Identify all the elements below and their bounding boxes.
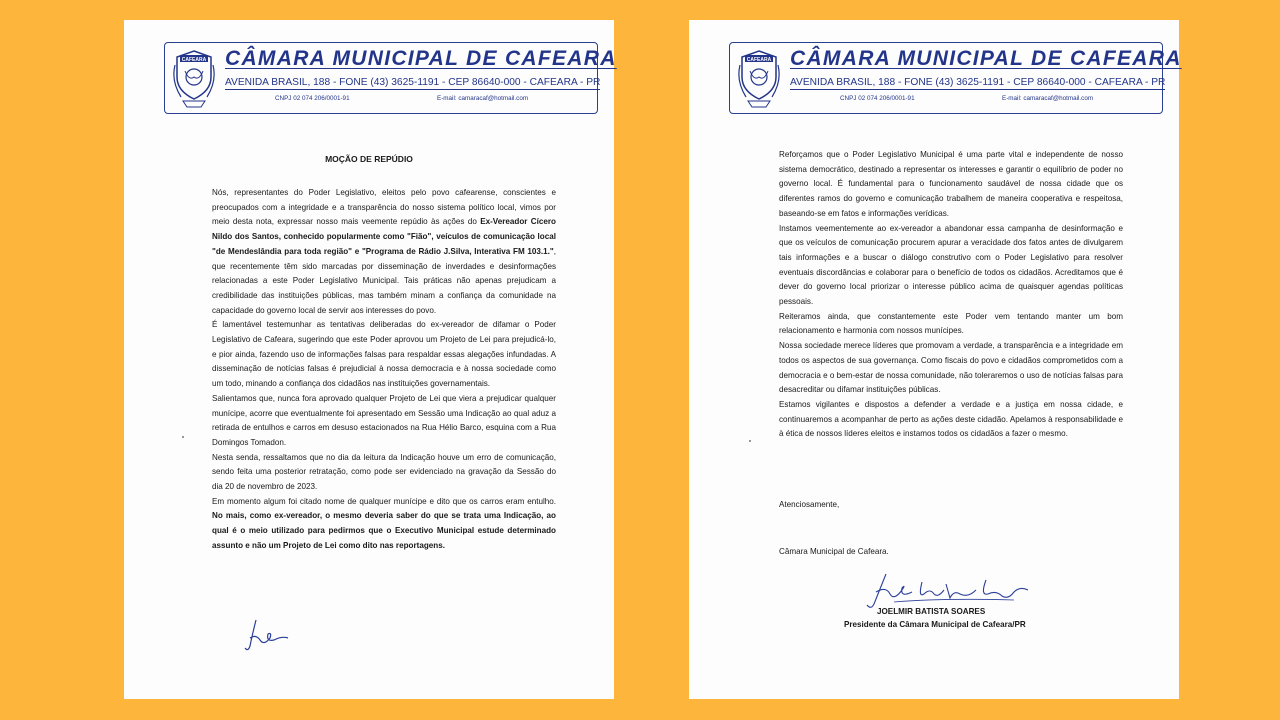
paragraph: É lamentável testemunhar as tentativas deliberadas do ex-vereador de difamar o Poder Legislativo de Cafeara, sugerindo que este Poder aprovou um Projeto de Lei para prejudicá-lo, e pior ainda, fazendo uso de informações falsas para respaldar essas alegações infundadas. A disseminação de notícias falsas é prejudicial à nossa democracia e à nossa sociedade como um todo, minando a confiança dos cidadãos nas instituições governamentais.: [212, 320, 556, 389]
closing-salutation: Atenciosamente,: [779, 500, 840, 509]
document-page-2: [689, 20, 1182, 699]
signer-name: JOELMIR BATISTA SOARES: [877, 607, 986, 616]
municipal-seal-icon: [171, 47, 217, 109]
paragraph: Reforçamos que o Poder Legislativo Municipal é uma parte vital e independente de nosso sistema democrático, destinado a representar os interesses e garantir o equilíbrio de poder no governo local. É fundamental para o funcionamento saudável de nossa cidade que os diferentes ramos do governo e comunicação trabalhem de maneira cooperativa e respeitosa, baseando-se em fatos e informações verídicas.: [779, 150, 1123, 218]
body-text-page-2: [779, 148, 1123, 442]
paragraph: Nós, representantes do Poder Legislativo, eleitos pelo povo cafearense, conscientes e preocupados com a integridade e a transparência do nosso sistema político local, vimos por meio desta nota, expressar nosso mais veemente repúdio às ações do Ex-Vereador Cícero Nildo dos Santos, conhecido popularmente como "Fião", veículos de comunicação local "de Mendeslândia para toda região" e "Programa de Rádio J.Silva, Interativa FM 103.1.", que recentemente têm sido marcadas por disseminação de inverdades e desinformações relacionadas a este Poder Legislativo Municipal. Tais práticas não apenas prejudicam a credibilidade das instituições públicas, mas também minam a confiança da comunidade na capacidade do governo local de servir aos interesses do povo.: [212, 188, 556, 315]
initials-signature-icon: [242, 616, 292, 656]
letterhead-address: AVENIDA BRASIL, 188 - FONE (43) 3625-1191 - CEP 86640-000 - CAFEARA - PR: [225, 77, 601, 88]
sign-off: Câmara Municipal de Cafeara.: [779, 547, 889, 556]
scan-speck: [182, 436, 184, 438]
paragraph: Salientamos que, nunca fora aprovado qualquer Projeto de Lei que viera a prejudicar qualquer munícipe, acorre que eventualmente foi apresentado em Sessão uma Indicação ao qual aduz a retirada de entulhos e carros em desuso estacionados na Rua Hélio Barco, esquina com a Rua Domingos Tomadon.: [212, 393, 556, 447]
paragraph: Instamos veementemente ao ex-vereador a abandonar essa campanha de desinformação e que os veículos de comunicação procurem apurar a veracidade dos fatos antes de divulgarem tais informações e a buscar o diálogo construtivo com o Poder Legislativo para resolver eventuais discordâncias e colaborar para o benefício de todos os cidadãos. Acreditamos que é dever do governo local priorizar o interesse público acima de quaisquer agendas políticas pessoais.: [779, 223, 1123, 307]
municipal-seal-icon: [736, 47, 782, 109]
signer-role: Presidente da Câmara Municipal de Cafeara/PR: [844, 620, 1026, 629]
paragraph: Estamos vigilantes e dispostos a defender a verdade e a justiça em nossa cidade, e continuaremos a acompanhar de perto as ações deste cidadão. Apelamos à responsabilidade e à ética de nossos líderes eleitos e instamos todos os cidadãos a fazer o mesmo.: [779, 399, 1123, 439]
svg-text:CAFEARA: CAFEARA: [746, 57, 772, 63]
letterhead-name: CÂMARA MUNICIPAL DE CAFEARA: [225, 47, 617, 70]
svg-text:CAFEARA: CAFEARA: [181, 57, 207, 63]
letterhead-address: AVENIDA BRASIL, 188 - FONE (43) 3625-1191 - CEP 86640-000 - CAFEARA - PR: [790, 77, 1166, 88]
paragraph: Nesta senda, ressaltamos que no dia da leitura da Indicação houve um erro de comunicação, sendo feita uma posterior retratação, como pode ser evidenciado na gravação da Sessão do dia 20 de novembro de 2023.: [212, 452, 556, 492]
letterhead-email: E-mail: camaracaf@hotmail.com: [437, 95, 529, 102]
body-text-page-1: [212, 186, 556, 554]
letterhead: [729, 42, 1182, 114]
paragraph: Em momento algum foi citado nome de qualquer munícipe e dito que os carros eram entulho. No mais, como ex-vereador, o mesmo deveria saber do que se trata uma Indicação, ao qual é o meio utilizado para pedirmos que o Executivo Municipal estude determinado assunto e não um Projeto de Lei como dito nas reportagens.: [212, 496, 556, 550]
document-title: MOÇÃO DE REPÚDIO: [325, 154, 413, 164]
letterhead-email: E-mail: camaracaf@hotmail.com: [1002, 95, 1094, 102]
document-page-1: [124, 20, 617, 699]
paragraph: Reiteramos ainda, que constantemente este Poder vem tentando manter um bom relacionamento e harmonia com nossos munícipes.: [779, 311, 1123, 336]
letterhead-cnpj: CNPJ 02 074 206/0001-91: [275, 95, 350, 102]
letterhead: [164, 42, 617, 114]
scan-speck: [749, 440, 751, 442]
letterhead-cnpj: CNPJ 02 074 206/0001-91: [840, 95, 915, 102]
letterhead-name: CÂMARA MUNICIPAL DE CAFEARA: [790, 47, 1182, 70]
paragraph: Nossa sociedade merece líderes que promovam a verdade, a transparência e a integridade em todos os aspectos de sua governança. Como fiscais do povo e cidadãos comprometidos com a democracia e o bem-estar de nossa comunidade, não toleraremos o uso de notícias falsas para desacreditar ou difamar instituições públicas.: [779, 341, 1123, 395]
